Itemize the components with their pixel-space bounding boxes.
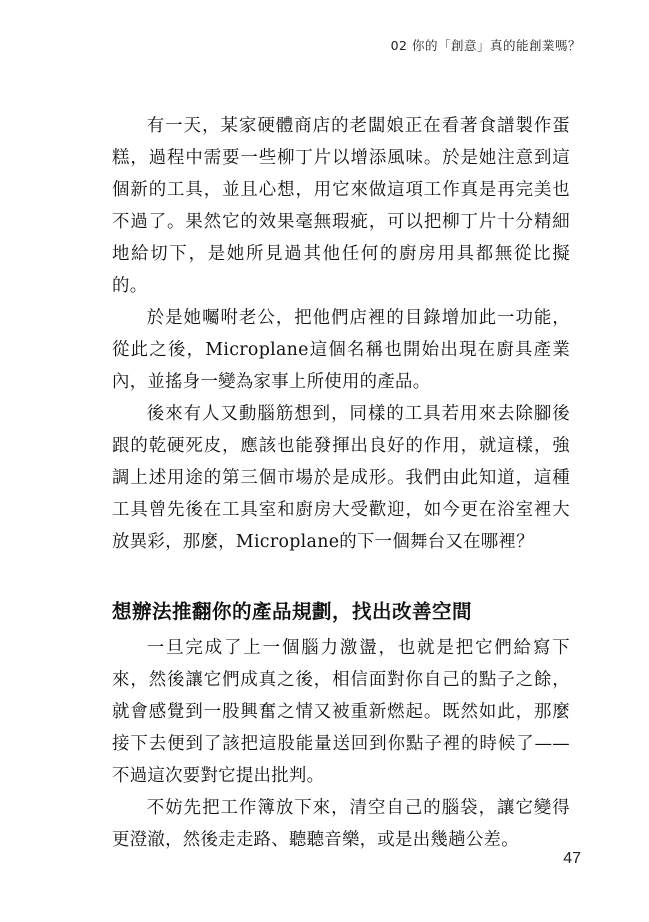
section-heading: 想辦法推翻你的產品規劃，找出改善空間 xyxy=(112,600,473,623)
page-number: 47 xyxy=(563,850,581,867)
running-header: 02 你的「創意」真的能創業嗎？ xyxy=(390,38,581,53)
body-paragraph-4: 一旦完成了上一個腦力激盪，也就是把它們給寫下來，然後讓它們成真之後，相信面對你自己的點子之餘，就會感覺到一股興奮之情又被重新燃起。既然如此，那麼接下去便到了該把這股能量送回到你點子裡的時候了——不過這次要對它提出批判。 xyxy=(112,638,570,786)
page-body xyxy=(112,110,570,856)
body-paragraph-5: 不妨先把工作簿放下來，清空自己的腦袋，讓它變得更澄澈，然後走走路、聽聽音樂，或是出幾趟公差。 xyxy=(112,798,570,850)
body-paragraph-3: 後來有人又動腦筋想到，同樣的工具若用來去除腳後跟的乾硬死皮，應該也能發揮出良好的作用，就這樣，強調上述用途的第三個市場於是成形。我們由此知道，這種工具曾先後在工具室和廚房大受歡迎，如今更在浴室裡大放異彩，那麼，Microplane的下一個舞台又在哪裡？ xyxy=(112,404,570,552)
body-paragraph-2: 於是她囑咐老公，把他們店裡的目錄增加此一功能，從此之後，Microplane這個名稱也開始出現在廚具產業內，並搖身一變為家事上所使用的產品。 xyxy=(112,308,570,392)
body-paragraph-1: 有一天，某家硬體商店的老闆娘正在看著食譜製作蛋糕，過程中需要一些柳丁片以增添風味。於是她注意到這個新的工具，並且心想，用它來做這項工作真是再完美也不過了。果然它的效果毫無瑕疵，可以把柳丁片十分精細地給切下，是她所見過其他任何的廚房用具都無從比擬的。 xyxy=(112,116,570,296)
